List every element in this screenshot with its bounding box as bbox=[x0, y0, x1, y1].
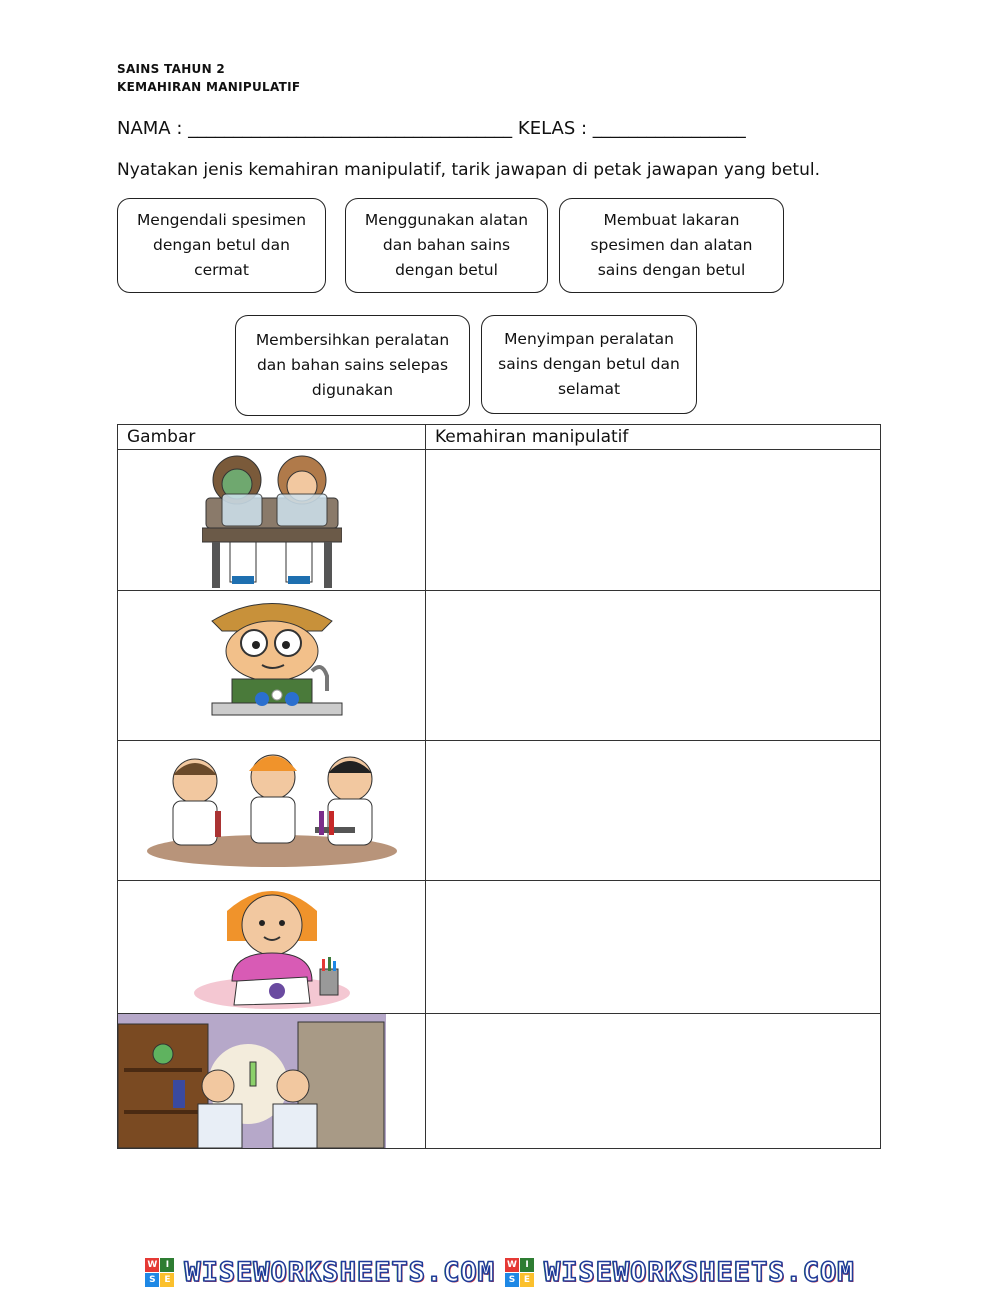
table-row bbox=[118, 591, 881, 741]
table-row bbox=[118, 741, 881, 881]
table-row bbox=[118, 450, 881, 591]
kelas-field[interactable]: _________________ bbox=[592, 118, 746, 139]
table-row bbox=[118, 881, 881, 1014]
table-row bbox=[118, 1014, 881, 1149]
col-header-picture: Gambar bbox=[118, 425, 426, 450]
wiseworksheets-logo-icon: W I S E bbox=[505, 1258, 534, 1287]
instruction: Nyatakan jenis kemahiran manipulatif, tarik jawapan di petak jawapan yang betul. bbox=[117, 160, 820, 180]
topic-title: KEMAHIRAN MANIPULATIF bbox=[117, 80, 301, 94]
nama-field[interactable]: ____________________________________ bbox=[188, 118, 513, 139]
brand-text: WISEWORKSHEETS.COM bbox=[544, 1256, 855, 1288]
answer-option-handling-specimens[interactable]: Mengendali spesimen dengan betul dan cermat bbox=[117, 198, 326, 293]
nama-label: NAMA : bbox=[117, 118, 183, 139]
subject-title: SAINS TAHUN 2 bbox=[117, 62, 226, 76]
footer-watermark bbox=[0, 1253, 1000, 1291]
answer-option-storing[interactable]: Menyimpan peralatan sains dengan betul dan selamat bbox=[481, 315, 697, 414]
answer-option-cleaning[interactable]: Membersihkan peralatan dan bahan sains selepas digunakan bbox=[235, 315, 470, 416]
answer-option-sketching[interactable]: Membuat lakaran spesimen dan alatan sains dengan betul bbox=[559, 198, 784, 293]
wiseworksheets-logo-icon: W I S E bbox=[145, 1258, 174, 1287]
answer-table bbox=[117, 424, 881, 1149]
brand-text: WISEWORKSHEETS.COM bbox=[184, 1256, 495, 1288]
answer-option-using-tools[interactable]: Menggunakan alatan dan bahan sains dengan betul bbox=[345, 198, 548, 293]
name-class-line bbox=[117, 118, 746, 139]
kelas-label: KELAS : bbox=[517, 118, 588, 139]
boy-washing-equipment-illustration bbox=[192, 591, 352, 731]
girl-sketching-specimen-illustration bbox=[192, 881, 352, 1011]
students-using-test-tubes-illustration bbox=[145, 741, 399, 871]
students-observing-specimens-illustration bbox=[202, 450, 342, 589]
col-header-skill: Kemahiran manipulatif bbox=[426, 425, 881, 450]
students-storing-equipment-illustration bbox=[118, 1014, 386, 1148]
